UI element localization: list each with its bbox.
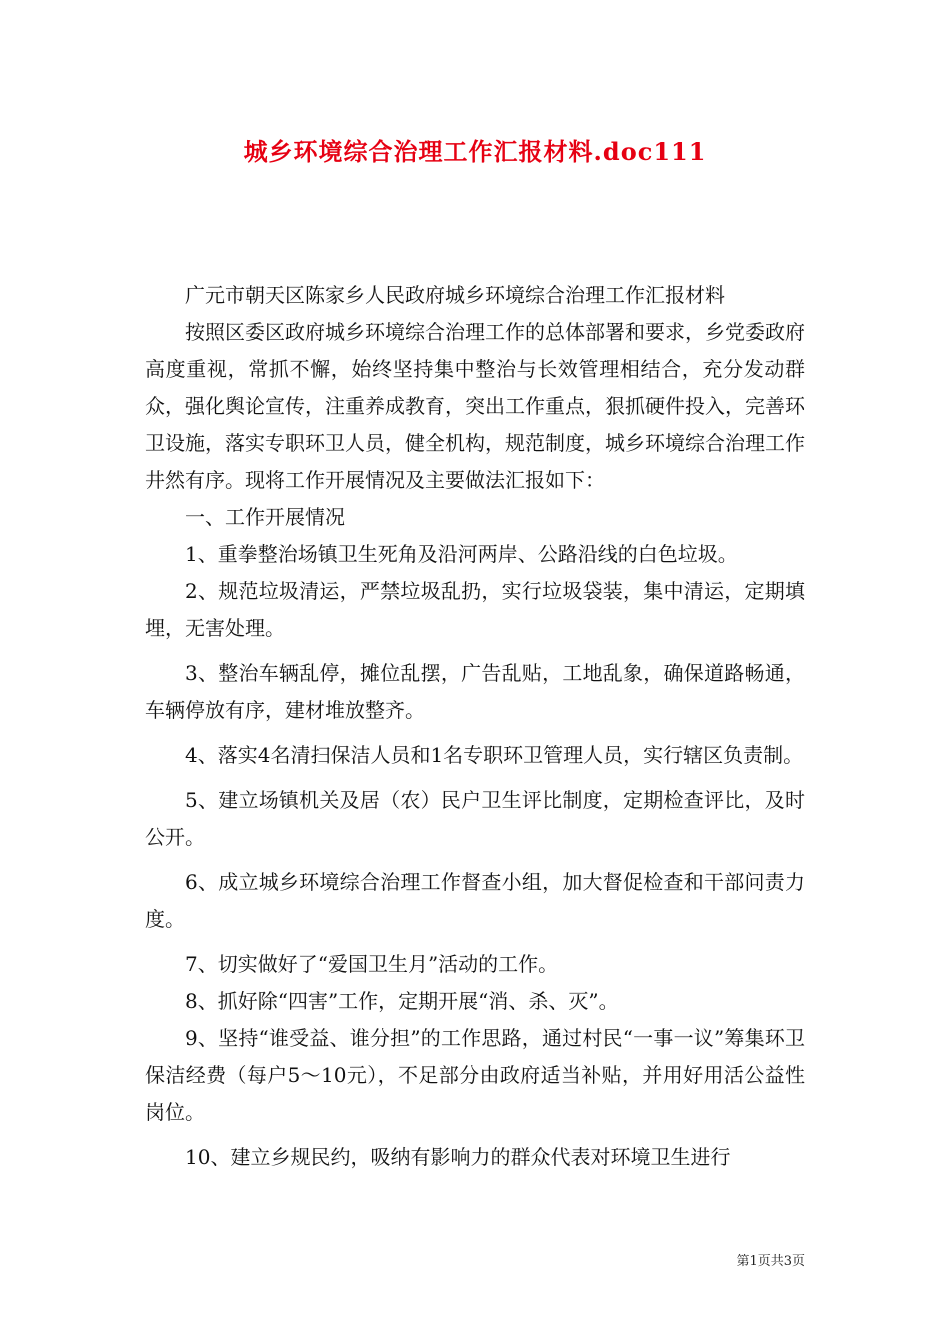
- list-item-8: 8、抓好除“四害”工作，定期开展“消、杀、灭”。: [185, 989, 619, 1013]
- section-heading: 一、工作开展情况: [185, 505, 345, 529]
- list-item-1: 1、重拳整治场镇卫生死角及沿河两岸、公路沿线的白色垃圾。: [185, 542, 738, 566]
- paragraph-heading-line: 广元市朝天区陈家乡人民政府城乡环境综合治理工作汇报材料: [185, 283, 725, 307]
- list-item-7: 7、切实做好了“爱国卫生月”活动的工作。: [185, 952, 559, 976]
- list-item-2: 2、规范垃圾清运，严禁垃圾乱扔，实行垃圾袋装，集中清运，定期填埋，无害处理。: [145, 579, 805, 640]
- list-item-10: 10、建立乡规民约，吸纳有影响力的群众代表对环境卫生进行: [185, 1145, 731, 1169]
- document-body: [145, 277, 805, 1176]
- list-item-5: 5、建立场镇机关及居（农）民户卫生评比制度，定期检查评比，及时公开。: [145, 788, 805, 849]
- list-item-4: 4、落实4名清扫保洁人员和1名专职环卫管理人员，实行辖区负责制。: [185, 743, 804, 767]
- list-item-6: 6、成立城乡环境综合治理工作督查小组，加大督促检查和干部问责力度。: [145, 870, 805, 931]
- document-title: 城乡环境综合治理工作汇报材料.doc111: [243, 137, 707, 166]
- list-item-3: 3、整治车辆乱停，摊位乱摆，广告乱贴，工地乱象，确保道路畅通，车辆停放有序，建材堆放整齐。: [145, 661, 805, 722]
- paragraph-intro: 按照区委区政府城乡环境综合治理工作的总体部署和要求，乡党委政府高度重视，常抓不懈，始终坚持集中整治与长效管理相结合，充分发动群众，强化舆论宣传，注重养成教育，突出工作重点，狠抓硬件投入，完善环卫设施，落实专职环卫人员，健全机构，规范制度，城乡环境综合治理工作井然有序。现将工作开展情况及主要做法汇报如下：: [145, 320, 805, 492]
- list-item-9: 9、坚持“谁受益、谁分担”的工作思路，通过村民“一事一议”筹集环卫保洁经费（每户5～10元），不足部分由政府适当补贴，并用好用活公益性岗位。: [145, 1026, 805, 1124]
- page-number-footer: 第1页共3页: [736, 1254, 805, 1269]
